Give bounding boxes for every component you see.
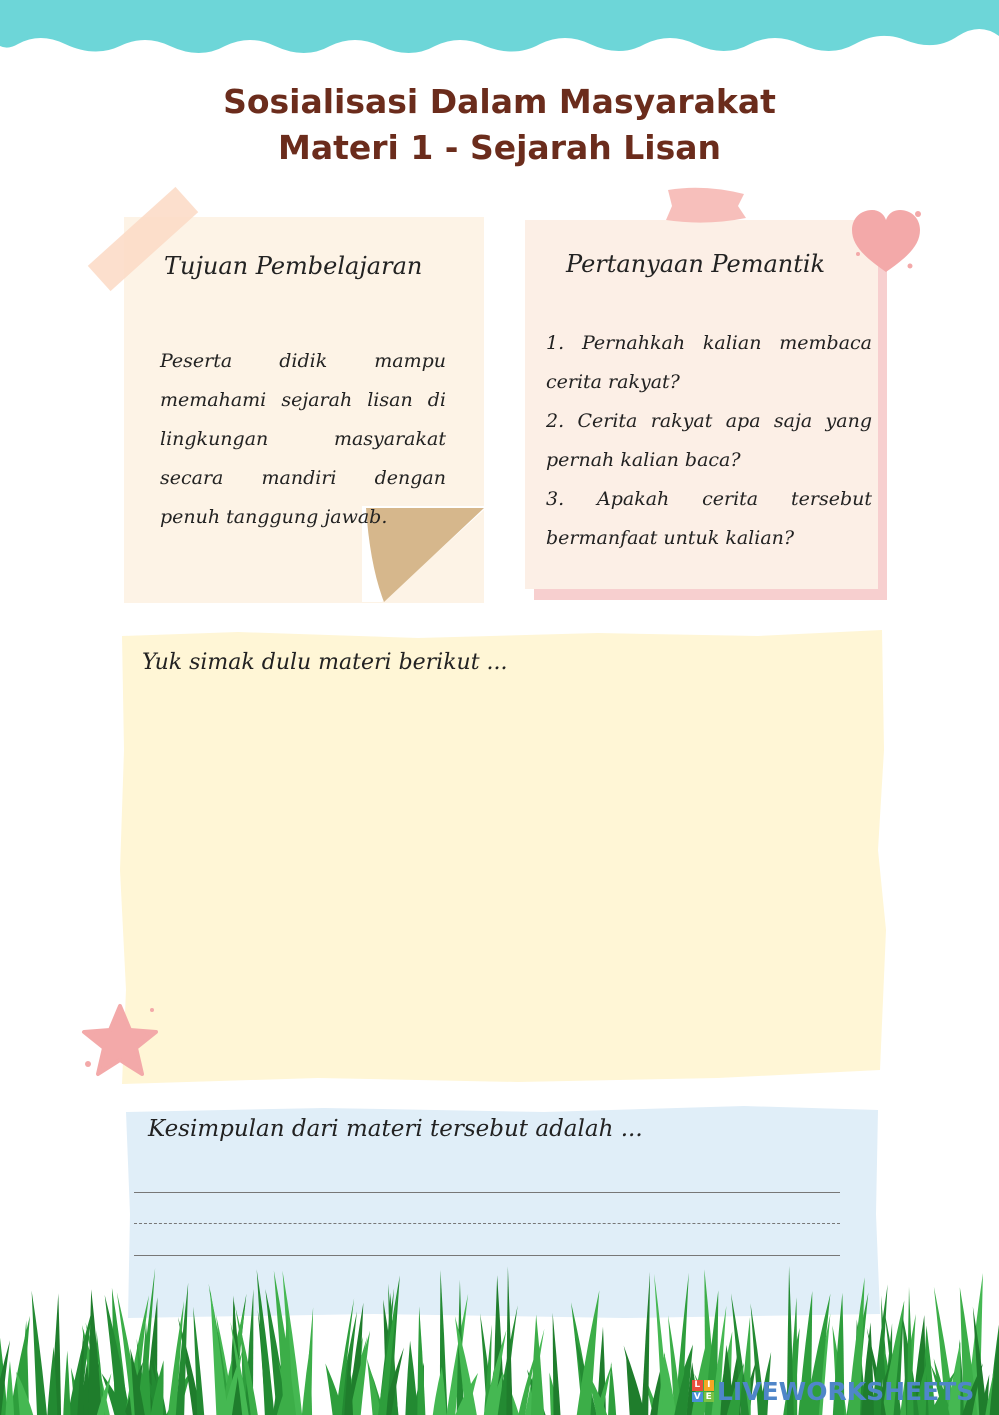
trigger-questions-heading: Pertanyaan Pemantik bbox=[566, 250, 826, 278]
material-panel bbox=[118, 630, 886, 1086]
question-item: 2. Cerita rakyat apa saja yang pernah kalian baca? bbox=[546, 410, 872, 471]
tape-icon bbox=[664, 186, 748, 226]
material-label: Yuk simak dulu materi berikut ... bbox=[142, 650, 508, 675]
liveworksheets-logo-icon: L I V E bbox=[692, 1380, 714, 1402]
question-item: 1. Pernahkah kalian membaca cerita rakyat? bbox=[546, 332, 872, 393]
trigger-questions-list bbox=[546, 324, 872, 558]
page-title-line-1: Sosialisasi Dalam Masyarakat bbox=[223, 82, 776, 121]
learning-objectives-heading: Tujuan Pembelajaran bbox=[164, 252, 423, 280]
star-icon bbox=[80, 1002, 160, 1080]
answer-line[interactable] bbox=[134, 1255, 840, 1256]
question-item: 3. Apakah cerita tersebut bermanfaat untuk kalian? bbox=[546, 488, 872, 549]
cloud-border-icon bbox=[0, 0, 999, 80]
answer-line[interactable] bbox=[134, 1223, 840, 1224]
answer-line[interactable] bbox=[134, 1192, 840, 1193]
conclusion-label: Kesimpulan dari materi tersebut adalah ... bbox=[148, 1116, 643, 1142]
liveworksheets-watermark bbox=[692, 1376, 974, 1406]
heart-icon bbox=[848, 206, 924, 276]
watermark-text: LIVEWORKSHEETS bbox=[717, 1376, 975, 1406]
learning-objectives-text: Peserta didik mampu memahami sejarah lisan di lingkungan masyarakat secara mandiri dengan penuh tanggung jawab. bbox=[160, 350, 446, 528]
page-title-line-2: Materi 1 - Sejarah Lisan bbox=[278, 128, 721, 167]
